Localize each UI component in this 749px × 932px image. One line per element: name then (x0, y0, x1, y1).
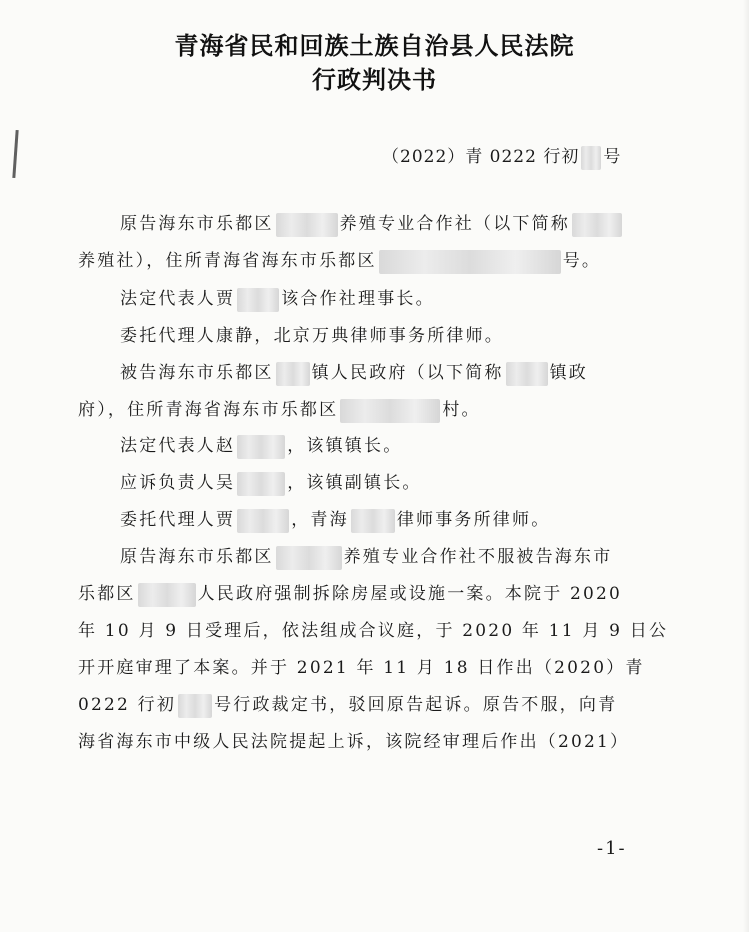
redaction (178, 694, 212, 718)
redaction (351, 509, 395, 533)
redaction (572, 213, 622, 237)
text-line: 年 10 月 9 日受理后，依法组成合议庭，于 2020 年 11 月 9 日公 (78, 621, 669, 641)
redaction (340, 399, 440, 423)
text-line: 原告海东市乐都区 养殖专业合作社不服被告海东市 (120, 542, 612, 570)
redaction (276, 213, 338, 237)
text-line: 被告海东市乐都区 镇人民政府（以下简称 镇政 (120, 358, 588, 386)
redaction (237, 472, 285, 496)
text-line: 养殖社），住所青海省海东市乐都区 号。 (78, 246, 601, 274)
text-line: 法定代表人赵 ，该镇镇长。 (120, 431, 402, 459)
redaction (237, 435, 285, 459)
court-name: 青海省民和回族土族自治县人民法院 (174, 31, 575, 60)
case-number: （2022）青 0222 行初 号 (382, 142, 621, 170)
text-line: 0222 行初 号行政裁定书，驳回原告起诉。原告不服，向青 (78, 690, 617, 718)
text-line: 府），住所青海省海东市乐都区 村。 (78, 395, 481, 423)
text-line: 原告海东市乐都区 养殖专业合作社（以下简称 (120, 209, 624, 237)
redaction (581, 146, 601, 170)
scan-mark (12, 130, 18, 178)
redaction (379, 250, 561, 274)
text-line: 委托代理人康静，北京万典律师事务所律师。 (120, 326, 504, 346)
text-line: 委托代理人贾 ，青海 律师事务所律师。 (120, 505, 550, 533)
redaction (237, 509, 289, 533)
text-line: 应诉负责人吴 ，该镇副镇长。 (120, 468, 422, 496)
text-line: 法定代表人贾 该合作社理事长。 (120, 284, 435, 312)
text-line: 乐都区 人民政府强制拆除房屋或设施一案。本院于 2020 (78, 579, 622, 607)
page-number: -1- (597, 838, 627, 859)
redaction (506, 362, 548, 386)
redaction (237, 288, 279, 312)
scan-edge-shadow (743, 0, 749, 932)
redaction (138, 583, 196, 607)
redaction (276, 362, 310, 386)
text-line: 海省海东市中级人民法院提起上诉，该院经审理后作出（2021） (78, 732, 630, 752)
text-line: 开开庭审理了本案。并于 2021 年 11 月 18 日作出（2020）青 (78, 658, 645, 678)
redaction (276, 546, 342, 570)
document-type: 行政判决书 (312, 65, 437, 94)
